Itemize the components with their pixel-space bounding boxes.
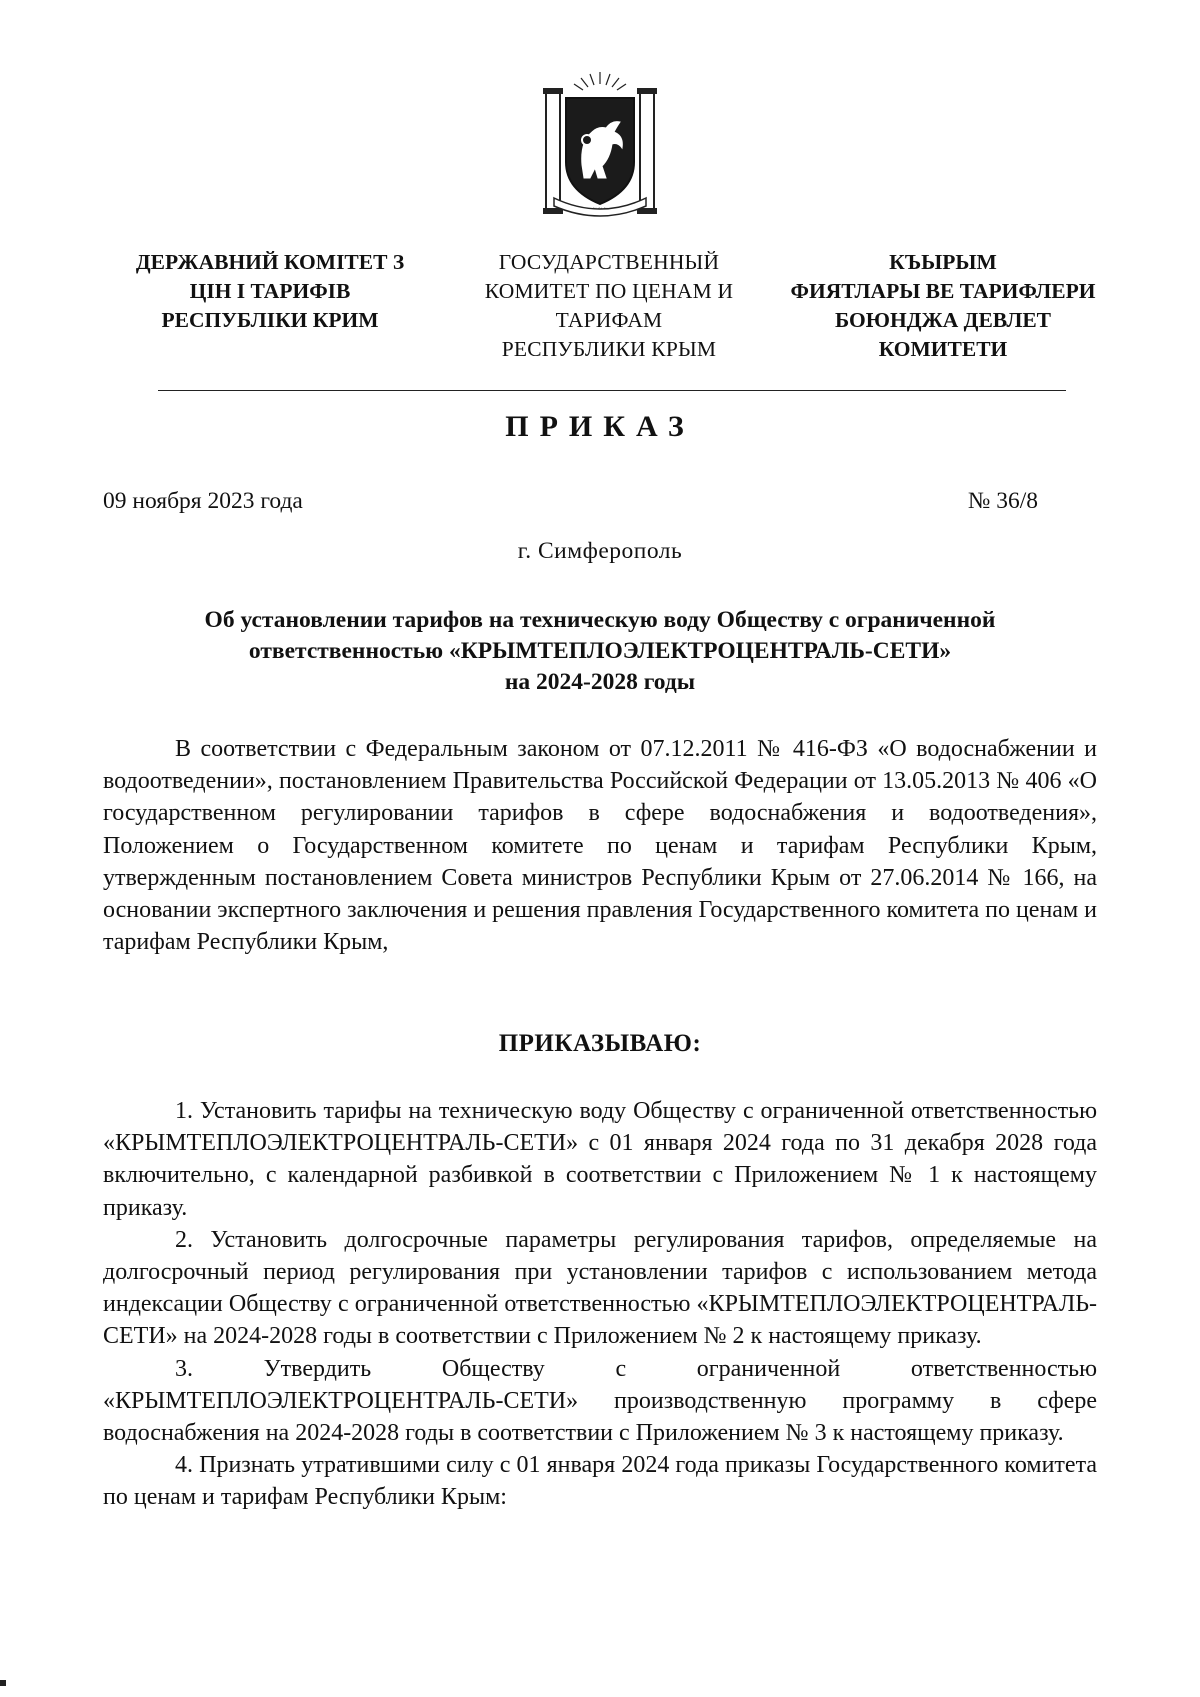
- header-right-line: БОЮНДЖА ДЕВЛЕТ: [834, 308, 1052, 332]
- header-left-line: ДЕРЖАВНИЙ КОМІТЕТ З: [135, 250, 405, 274]
- header-mid-line: ТАРИФАМ: [555, 308, 663, 332]
- order-items: [103, 1095, 1097, 1514]
- document-city: г. Симферополь: [517, 538, 683, 564]
- subject-line: на 2024-2028 годы: [504, 669, 696, 695]
- header-divider: [158, 390, 1066, 391]
- scan-mark: [0, 1680, 6, 1686]
- header-right-line: КОМИТЕТИ: [878, 337, 1008, 361]
- crimea-coat-of-arms-icon: [540, 70, 660, 218]
- header-mid-line: ГОСУДАРСТВЕННЫЙ: [498, 250, 720, 274]
- svg-text:~ ~ ~: ~ ~ ~: [592, 205, 608, 213]
- header-left-line: ЦІН І ТАРИФІВ: [189, 279, 351, 303]
- preamble-section: [103, 733, 1097, 958]
- document-type-title: ПРИКАЗ: [505, 410, 695, 443]
- header-right-line: КЪЫРЫМ: [889, 250, 997, 274]
- directive-heading: ПРИКАЗЫВАЮ:: [498, 1030, 702, 1057]
- order-item: 1. Установить тарифы на техническую воду Обществу с ограниченной ответственностью «КРЫМТЕПЛОЭЛЕКТРОЦЕНТРАЛЬ-СЕТИ» с 01 января 2024 года по 31 декабря 2028 года включительно, с календарной разбивкой в соответствии с Приложением № 1 к настоящему приказу.: [103, 1098, 1097, 1221]
- header-left-line: РЕСПУБЛІКИ КРИМ: [161, 308, 379, 332]
- subject-line: Об установлении тарифов на техническую воду Обществу с ограниченной: [204, 607, 996, 633]
- header-ukrainian: [115, 248, 425, 335]
- header-right-line: ФИЯТЛАРЫ ВЕ ТАРИФЛЕРИ: [790, 279, 1096, 303]
- header-mid-line: РЕСПУБЛИКИ КРЫМ: [501, 337, 717, 361]
- order-item: 2. Установить долгосрочные параметры регулирования тарифов, определяемые на долгосрочный период регулирования при установлении тарифов с использованием метода индексации Обществу с ограниченной ответственностью «КРЫМТЕПЛОЭЛЕКТРОЦЕНТРАЛЬ-СЕТИ» на 2024-2028 годы в соответствии с Приложением № 2 к настоящему приказу.: [103, 1226, 1097, 1350]
- header-mid-line: КОМИТЕТ ПО ЦЕНАМ И: [484, 279, 734, 303]
- order-item: 3. Утвердить Обществу с ограниченной ответственностью «КРЫМТЕПЛОЭЛЕКТРОЦЕНТРАЛЬ-СЕТИ» производственную программу в сфере водоснабжения на 2024-2028 годы в соответствии с Приложением № 3 к настоящему приказу.: [103, 1355, 1097, 1447]
- document-date: 09 ноября 2023 года: [103, 488, 303, 514]
- preamble-paragraph: В соответствии с Федеральным законом от 07.12.2011 № 416-ФЗ «О водоснабжении и водоотведении», постановлением Правительства Российской Федерации от 13.05.2013 № 406 «О государственном регулировании тарифов в сфере водоснабжения и водоотведения», Положением о Государственном комитете по ценам и тарифам Республики Крым, утвержденным постановлением Совета министров Республики Крым от 27.06.2014 № 166, на основании экспертного заключения и решения правления Государственного комитета по ценам и тарифам Республики Крым,: [103, 736, 1097, 956]
- document-subject: [103, 605, 1097, 698]
- subject-line: ответственностью «КРЫМТЕПЛОЭЛЕКТРОЦЕНТРАЛЬ-СЕТИ»: [248, 638, 952, 664]
- header-russian: [438, 248, 780, 364]
- order-item: 4. Признать утратившими силу с 01 января 2024 года приказы Государственного комитета по ценам и тарифам Республики Крым:: [103, 1452, 1097, 1511]
- header-crimean-tatar: [778, 248, 1108, 364]
- document-number: № 36/8: [967, 488, 1038, 514]
